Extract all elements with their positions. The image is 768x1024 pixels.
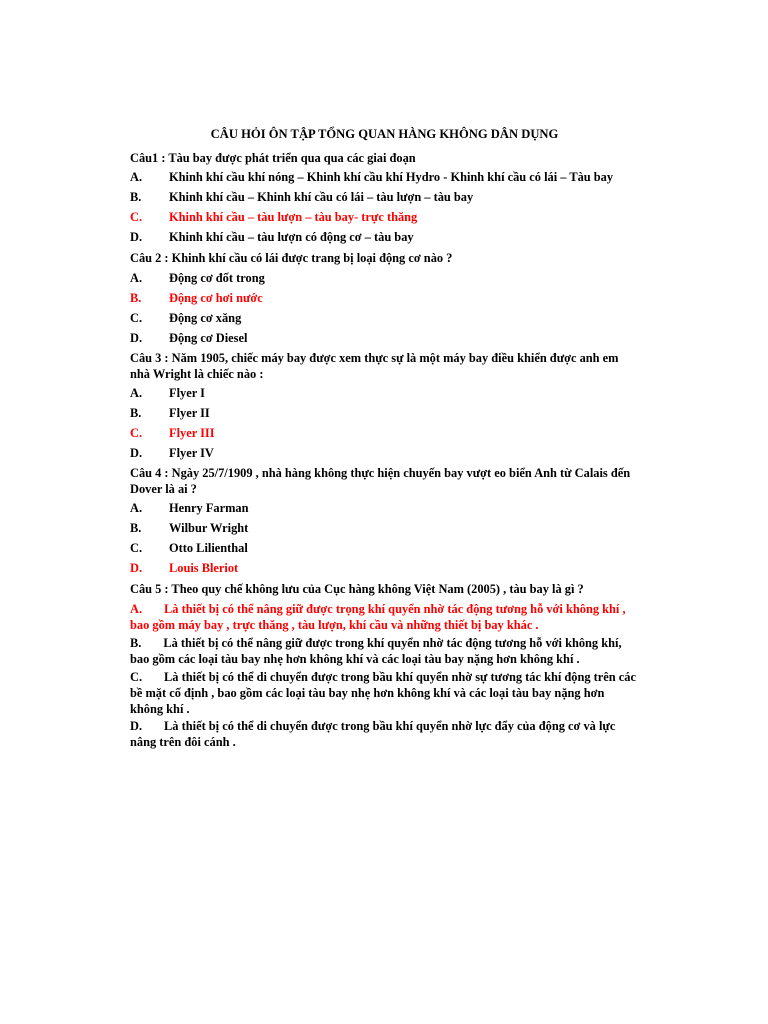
option-letter: B. <box>130 406 142 420</box>
question-4-option-d-correct <box>130 560 639 576</box>
question-5-option-c <box>130 669 639 717</box>
option-letter: B. <box>130 291 142 305</box>
option-letter: D. <box>130 230 143 244</box>
option-letter: A. <box>130 602 143 616</box>
question-5-option-b <box>130 635 639 667</box>
option-text: Động cơ đốt trong <box>169 271 265 285</box>
option-letter: C. <box>130 426 143 440</box>
option-text: Wilbur Wright <box>169 521 249 535</box>
question-4-option-a <box>130 500 639 516</box>
question-2: Câu 2 : Khinh khí cầu có lái được trang bị loại động cơ nào ? <box>130 251 453 265</box>
option-letter: B. <box>130 521 142 535</box>
document-title: CÂU HỎI ÔN TẬP TỔNG QUAN HÀNG KHÔNG DÂN DỤNG <box>210 127 559 141</box>
question-2-option-b-correct <box>130 290 639 306</box>
question-1-option-d <box>130 229 639 245</box>
question-1-option-c-correct <box>130 209 639 225</box>
question-3-option-c-correct <box>130 425 639 441</box>
question-5-option-a-correct <box>130 601 639 633</box>
question-5-option-d <box>130 718 639 750</box>
question-2-option-d <box>130 330 639 346</box>
option-text: Khinh khí cầu – Khinh khí cầu có lái – tàu lượn – tàu bay <box>169 190 474 204</box>
question-1-option-b <box>130 189 639 205</box>
option-text: Flyer II <box>169 406 210 420</box>
question-5: Câu 5 : Theo quy chế không lưu của Cục hàng không Việt Nam (2005) , tàu bay là gì ? <box>130 582 584 596</box>
question-4: Câu 4 : Ngày 25/7/1909 , nhà hàng không thực hiện chuyến bay vượt eo biển Anh từ Calais đến Dover là ai ? <box>130 466 631 496</box>
option-letter: A. <box>130 170 143 184</box>
option-letter: D. <box>130 561 143 575</box>
option-text: Là thiết bị có thể nâng giữ được trong khí quyển nhờ tác động tương hỗ với không khí, bao gồm các loại tàu bay nhẹ hơn không khí và các loại tàu bay nặng hơn không khí . <box>130 636 622 666</box>
option-letter: D. <box>130 331 143 345</box>
option-letter: A. <box>130 386 143 400</box>
question-3-option-d <box>130 445 639 461</box>
question-4-option-b <box>130 520 639 536</box>
option-text: Flyer IV <box>169 446 214 460</box>
option-text: Là thiết bị có thể nâng giữ được trọng khí quyển nhờ tác động tương hỗ với không khí , bao gồm máy bay , trực thăng , tàu lượn, khí cầu và những thiết bị bay khác . <box>130 602 626 632</box>
option-text: Là thiết bị có thể di chuyển được trong bầu khí quyển nhờ sự tương tác khí động trên các bề mặt cố định , bao gồm các loại tàu bay nhẹ hơn không khí và các loại tàu bay nặng hơn không khí . <box>130 670 636 716</box>
option-text: Động cơ xăng <box>169 311 242 325</box>
question-1: Câu1 : Tàu bay được phát triển qua qua các giai đoạn <box>130 151 416 165</box>
option-text: Khinh khí cầu – tàu lượn – tàu bay- trực thăng <box>169 210 418 224</box>
option-text: Động cơ Diesel <box>169 331 248 345</box>
question-4-option-c <box>130 540 639 556</box>
option-text: Flyer III <box>169 426 215 440</box>
option-letter: C. <box>130 541 143 555</box>
option-letter: C. <box>130 311 143 325</box>
option-letter: B. <box>130 190 142 204</box>
option-letter: B. <box>130 636 142 650</box>
question-2-option-a <box>130 270 639 286</box>
option-text: Động cơ hơi nước <box>169 291 263 305</box>
question-3-option-b <box>130 405 639 421</box>
question-1-option-a <box>130 169 639 185</box>
option-text: Otto Lilienthal <box>169 541 248 555</box>
option-text: Khinh khí cầu khí nóng – Khinh khí cầu khí Hydro - Khinh khí cầu có lái – Tàu bay <box>169 170 614 184</box>
option-text: Khinh khí cầu – tàu lượn có động cơ – tàu bay <box>169 230 414 244</box>
option-text: Louis Bleriot <box>169 561 239 575</box>
option-letter: A. <box>130 501 143 515</box>
option-text: Flyer I <box>169 386 205 400</box>
option-text: Henry Farman <box>169 501 249 515</box>
question-3: Câu 3 : Năm 1905, chiếc máy bay được xem thực sự là một máy bay điều khiển được anh em nhà Wright là chiếc nào : <box>130 351 619 381</box>
question-3-option-a <box>130 385 639 401</box>
option-letter: C. <box>130 670 143 684</box>
option-text: Là thiết bị có thể di chuyển được trong bầu khí quyển nhờ lực đẩy của động cơ và lực nâng trên đôi cánh . <box>130 719 616 749</box>
option-letter: A. <box>130 271 143 285</box>
option-letter: D. <box>130 719 143 733</box>
option-letter: C. <box>130 210 143 224</box>
option-letter: D. <box>130 446 143 460</box>
question-2-option-c <box>130 310 639 326</box>
